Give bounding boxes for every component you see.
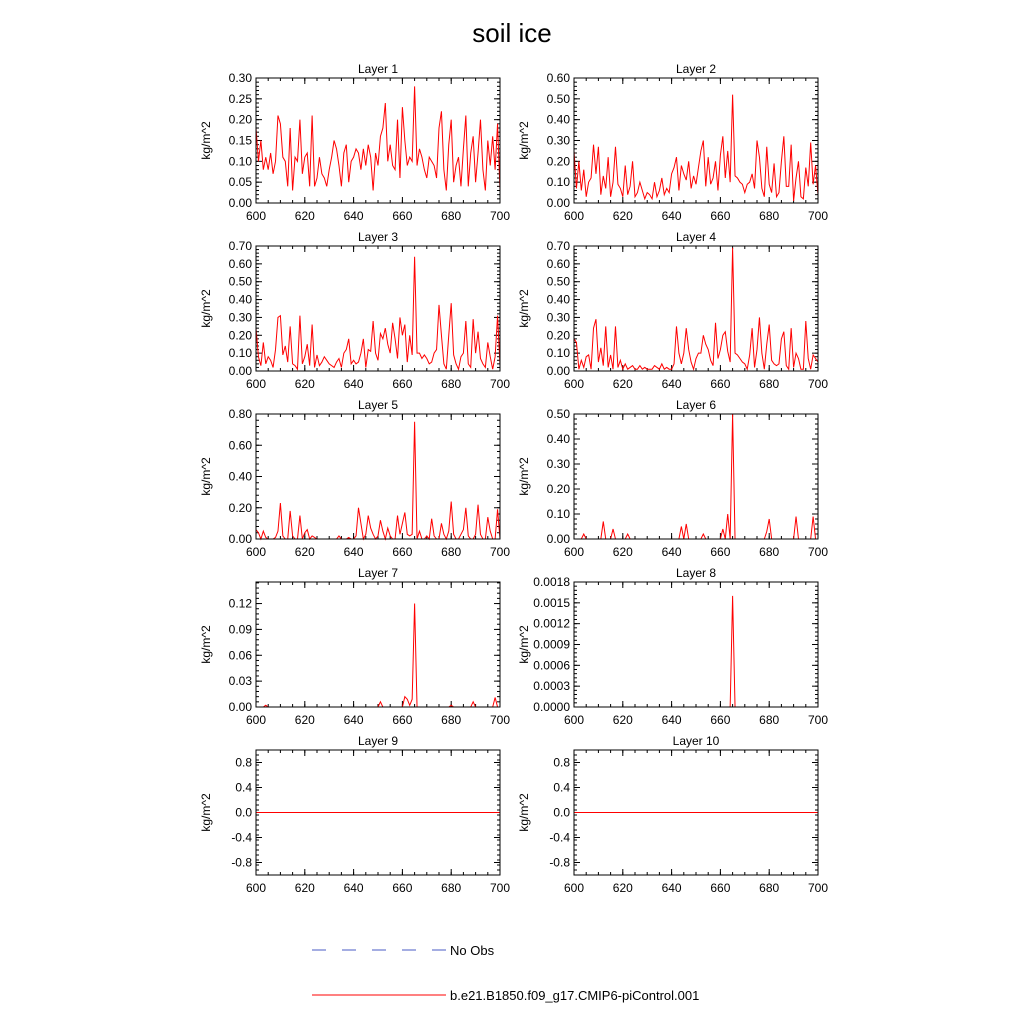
y-tick-label: 0.20 — [228, 500, 252, 515]
y-axis-label: kg/m^2 — [199, 625, 213, 664]
y-tick-label: 0.50 — [546, 407, 570, 421]
y-tick-label: 0.20 — [228, 328, 252, 343]
y-tick-label: 0.4 — [235, 780, 252, 795]
y-tick-label: 0.09 — [228, 622, 252, 637]
x-tick-label: 680 — [759, 545, 780, 559]
y-tick-label: 0.00 — [228, 700, 252, 714]
y-tick-label: 0.4 — [553, 780, 570, 795]
y-axis-label: kg/m^2 — [517, 121, 531, 160]
y-tick-label: 0.60 — [228, 256, 252, 271]
y-tick-label: 0.00 — [546, 196, 570, 210]
x-tick-label: 680 — [441, 377, 462, 391]
y-tick-label: -0.4 — [549, 830, 570, 845]
y-tick-label: 0.30 — [228, 71, 252, 85]
x-tick-label: 620 — [294, 713, 315, 727]
y-tick-label: -0.8 — [231, 855, 252, 870]
y-tick-label: 0.8 — [553, 755, 570, 770]
y-tick-label: -0.4 — [231, 830, 252, 845]
series-line-1 — [574, 248, 818, 369]
panel-title: Layer 1 — [357, 62, 399, 76]
y-tick-label: 0.30 — [546, 310, 570, 325]
panel-title: Layer 6 — [675, 398, 717, 412]
y-tick-label: 0.50 — [546, 91, 570, 106]
y-axis-label: kg/m^2 — [199, 457, 213, 496]
panel-layer-8 — [517, 566, 828, 727]
x-tick-label: 700 — [489, 881, 511, 895]
series-line-1 — [256, 422, 500, 539]
series-line-1 — [256, 257, 500, 370]
x-tick-label: 700 — [489, 713, 511, 727]
plot-frame — [574, 246, 818, 371]
panel-layer-7 — [199, 566, 510, 727]
x-tick-label: 640 — [343, 713, 364, 727]
x-tick-label: 600 — [245, 209, 267, 223]
x-tick-label: 660 — [392, 545, 413, 559]
y-tick-label: 0.0015 — [533, 595, 570, 610]
x-tick-label: 640 — [343, 377, 364, 391]
x-tick-label: 600 — [563, 545, 585, 559]
y-axis-label: kg/m^2 — [517, 625, 531, 664]
x-tick-label: 700 — [807, 545, 829, 559]
legend — [312, 943, 699, 1003]
plot-frame — [574, 414, 818, 539]
y-tick-label: 0.60 — [546, 71, 570, 85]
x-tick-label: 700 — [807, 881, 829, 895]
x-tick-label: 620 — [612, 881, 633, 895]
x-tick-label: 700 — [489, 377, 511, 391]
panel-layer-5 — [199, 398, 510, 559]
plot-frame — [574, 582, 818, 707]
y-tick-label: 0.15 — [228, 133, 252, 148]
y-tick-label: 0.25 — [228, 91, 252, 106]
x-tick-label: 640 — [661, 881, 682, 895]
y-tick-label: 0.40 — [546, 112, 570, 127]
panel-title: Layer 5 — [357, 398, 399, 412]
y-tick-label: 0.50 — [228, 274, 252, 289]
y-tick-label: 0.60 — [228, 438, 252, 453]
y-tick-label: 0.50 — [546, 274, 570, 289]
x-tick-label: 680 — [441, 881, 462, 895]
x-tick-label: 660 — [392, 209, 413, 223]
y-axis-label: kg/m^2 — [199, 121, 213, 160]
y-axis-label: kg/m^2 — [199, 289, 213, 328]
y-tick-label: 0.0 — [553, 805, 570, 820]
panel-layer-6 — [517, 398, 828, 559]
x-tick-label: 700 — [807, 377, 829, 391]
x-tick-label: 600 — [245, 545, 267, 559]
y-tick-label: 0.10 — [546, 507, 570, 521]
panel-title: Layer 3 — [357, 230, 399, 244]
x-tick-label: 680 — [759, 377, 780, 391]
x-tick-label: 680 — [759, 881, 780, 895]
panel-layer-4 — [517, 230, 828, 391]
x-tick-label: 660 — [710, 881, 731, 895]
x-tick-label: 600 — [563, 209, 585, 223]
panel-layer-2 — [517, 62, 828, 223]
x-tick-label: 660 — [392, 881, 413, 895]
x-tick-label: 600 — [245, 881, 267, 895]
y-tick-label: -0.8 — [549, 855, 570, 870]
legend-label-no-obs: No Obs — [450, 943, 495, 958]
y-tick-label: 0.60 — [546, 256, 570, 271]
x-tick-label: 620 — [294, 545, 315, 559]
x-tick-label: 600 — [563, 377, 585, 391]
x-tick-label: 680 — [759, 713, 780, 727]
plot-frame — [256, 414, 500, 539]
series-line-1 — [256, 86, 500, 190]
y-tick-label: 0.40 — [228, 469, 252, 484]
y-tick-label: 0.20 — [546, 328, 570, 343]
x-tick-label: 700 — [489, 545, 511, 559]
y-tick-label: 0.30 — [546, 457, 570, 471]
y-tick-label: 0.70 — [228, 239, 252, 253]
y-tick-label: 0.70 — [546, 239, 570, 253]
y-tick-label: 0.0012 — [533, 616, 570, 631]
panel-title: Layer 8 — [675, 566, 717, 580]
x-tick-label: 680 — [759, 209, 780, 223]
x-tick-label: 600 — [245, 713, 267, 727]
y-axis-label: kg/m^2 — [517, 793, 531, 832]
panel-title: Layer 7 — [357, 566, 399, 580]
x-tick-label: 600 — [245, 377, 267, 391]
series-line-1 — [256, 604, 500, 707]
y-tick-label: 0.0000 — [533, 700, 570, 714]
x-tick-label: 660 — [710, 545, 731, 559]
x-tick-label: 660 — [392, 713, 413, 727]
y-tick-label: 0.00 — [228, 532, 252, 546]
legend-label-model-run: b.e21.B1850.f09_g17.CMIP6-piControl.001 — [450, 988, 700, 1003]
y-tick-label: 0.20 — [546, 482, 570, 496]
series-line-1 — [574, 95, 818, 201]
y-tick-label: 0.00 — [228, 196, 252, 210]
x-tick-label: 660 — [392, 377, 413, 391]
y-tick-label: 0.40 — [546, 432, 570, 446]
x-tick-label: 700 — [489, 209, 511, 223]
x-tick-label: 620 — [612, 545, 633, 559]
panel-layer-10 — [517, 734, 828, 895]
series-line-1 — [574, 414, 818, 539]
panel-layer-1 — [199, 62, 510, 223]
x-tick-label: 600 — [563, 713, 585, 727]
y-tick-label: 0.40 — [228, 292, 252, 307]
x-tick-label: 680 — [441, 545, 462, 559]
x-tick-label: 640 — [343, 209, 364, 223]
y-tick-label: 0.40 — [546, 292, 570, 307]
y-tick-label: 0.0006 — [533, 658, 570, 673]
y-tick-label: 0.0018 — [533, 575, 570, 589]
x-tick-label: 680 — [441, 209, 462, 223]
x-tick-label: 660 — [710, 209, 731, 223]
y-tick-label: 0.00 — [228, 364, 252, 378]
y-tick-label: 0.30 — [546, 133, 570, 148]
x-tick-label: 620 — [612, 377, 633, 391]
y-tick-label: 0.05 — [228, 175, 252, 190]
x-tick-label: 620 — [294, 881, 315, 895]
series-line-1 — [574, 596, 818, 707]
x-tick-label: 660 — [710, 377, 731, 391]
y-tick-label: 0.0009 — [533, 637, 570, 652]
x-tick-label: 640 — [661, 209, 682, 223]
y-axis-label: kg/m^2 — [517, 289, 531, 328]
y-tick-label: 0.10 — [546, 175, 570, 190]
y-tick-label: 0.30 — [228, 310, 252, 325]
x-tick-label: 680 — [441, 713, 462, 727]
x-tick-label: 660 — [710, 713, 731, 727]
x-tick-label: 640 — [661, 545, 682, 559]
y-tick-label: 0.20 — [228, 112, 252, 127]
x-tick-label: 620 — [294, 209, 315, 223]
y-tick-label: 0.12 — [228, 596, 252, 611]
panel-title: Layer 9 — [357, 734, 399, 748]
x-tick-label: 700 — [807, 209, 829, 223]
plot-frame — [256, 582, 500, 707]
x-tick-label: 700 — [807, 713, 829, 727]
x-tick-label: 620 — [612, 209, 633, 223]
figure-title: soil ice — [472, 18, 552, 48]
x-tick-label: 620 — [612, 713, 633, 727]
panel-layer-9 — [199, 734, 510, 895]
y-tick-label: 0.80 — [228, 407, 252, 421]
y-tick-label: 0.0003 — [533, 679, 570, 694]
y-tick-label: 0.10 — [228, 346, 252, 361]
y-tick-label: 0.06 — [228, 648, 252, 663]
y-axis-label: kg/m^2 — [199, 793, 213, 832]
x-tick-label: 600 — [563, 881, 585, 895]
panel-title: Layer 10 — [672, 734, 720, 748]
panel-title: Layer 2 — [675, 62, 717, 76]
x-tick-label: 640 — [661, 377, 682, 391]
panel-title: Layer 4 — [675, 230, 717, 244]
x-tick-label: 620 — [294, 377, 315, 391]
y-tick-label: 0.20 — [546, 154, 570, 169]
panel-layer-3 — [199, 230, 510, 391]
x-tick-label: 640 — [343, 881, 364, 895]
panel-grid — [199, 62, 828, 895]
y-tick-label: 0.00 — [546, 532, 570, 546]
x-tick-label: 640 — [343, 545, 364, 559]
y-tick-label: 0.03 — [228, 674, 252, 689]
y-tick-label: 0.10 — [546, 346, 570, 361]
y-tick-label: 0.10 — [228, 154, 252, 169]
y-tick-label: 0.0 — [235, 805, 252, 820]
x-tick-label: 640 — [661, 713, 682, 727]
y-tick-label: 0.8 — [235, 755, 252, 770]
y-axis-label: kg/m^2 — [517, 457, 531, 496]
y-tick-label: 0.00 — [546, 364, 570, 378]
